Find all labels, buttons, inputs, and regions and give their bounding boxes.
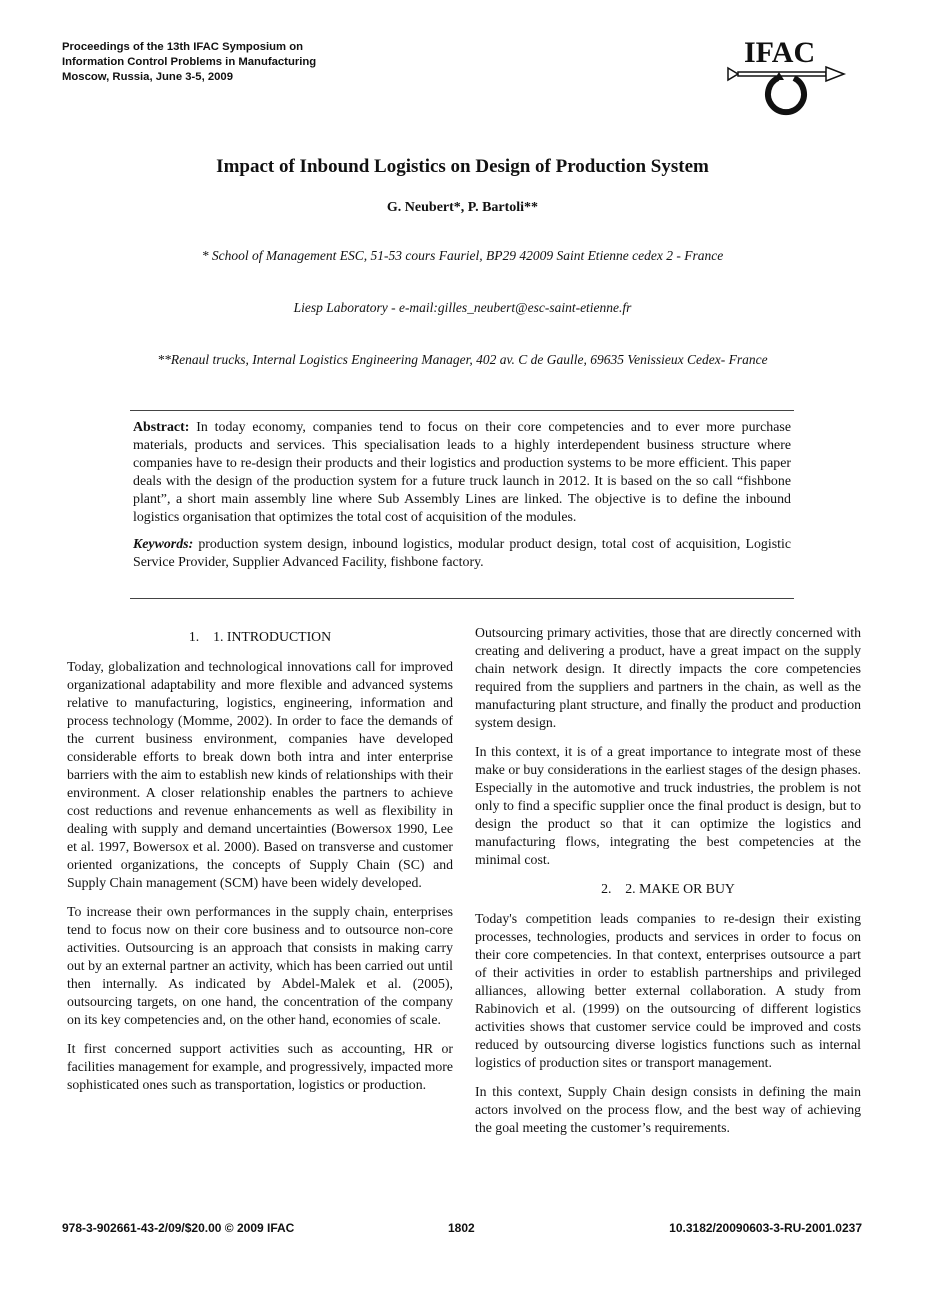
footer-doi: 10.3182/20090603-3-RU-2001.0237 <box>669 1221 862 1235</box>
proceedings-line: Moscow, Russia, June 3-5, 2009 <box>62 71 233 83</box>
abstract-paragraph <box>133 419 791 527</box>
affiliation-2: Liesp Laboratory - e-mail:gilles_neubert@esc-saint-etienne.fr <box>293 300 632 315</box>
section-number: 1. <box>188 629 200 644</box>
affiliation-3: **Renaul trucks, Internal Logistics Engineering Manager, 402 av. C de Gaulle, 69635 Venissieux Cedex- France <box>157 352 768 367</box>
footer-page-number: 1802 <box>448 1221 475 1235</box>
body-paragraph: In this context, Supply Chain design consists in defining the main actors involved on the process flow, and the best way of achieving the goal meeting the customer’s requirements. <box>475 1084 861 1135</box>
section-title: 2. MAKE OR BUY <box>625 881 735 896</box>
body-paragraph: To increase their own performances in the supply chain, enterprises tend to focus now on their core business and to outsource non-core activities. Outsourcing is an approach that consists in making carry out by an external partner an activity, which has been carried out until then internally. As indicated by Abdel-Malek et al. (2005), outsourcing targets, on one hand, the concentration of the company on its key competencies and, on the other hand, economies of scale. <box>67 904 453 1027</box>
abstract-block <box>133 419 791 572</box>
ifac-logo-icon <box>722 34 848 120</box>
affiliation-1: * School of Management ESC, 51-53 cours Fauriel, BP29 42009 Saint Etienne cedex 2 - France <box>201 248 724 263</box>
body-paragraph: Today's competition leads companies to re-design their existing processes, technologies, products and services in order to focus on their core competencies. In that context, enterprises outsource a part of their activities in order to establish partnerships and privileged alliances, allowing better external collaboration. A study from Rabinovich et al. (1999) on the outsourcing of different logistics activities shows that customer service could be improved and costs reduced by outsourcing diverse logistics functions such as internal logistics of production sites or transport management. <box>475 911 861 1070</box>
footer-isbn: 978-3-902661-43-2/09/$20.00 © 2009 IFAC <box>62 1221 295 1235</box>
body-paragraph: In this context, it is of a great importance to integrate most of these make or buy considerations in the earliest stages of the design phases. Especially in the automotive and truck industries, the problem is not only to find a specific supplier once the final product is design, but to design the product so that it can optimize the logistics and manufacturing flows, integrating the best competencies at the minimal cost. <box>475 744 861 867</box>
section-heading-make-or-buy <box>475 880 861 898</box>
keywords-text: production system design, inbound logistics, modular product design, total cost of acquisition, Logistic Service Provider, Supplier Advanced Facility, fishbone factory. <box>133 537 791 570</box>
paper-title: Impact of Inbound Logistics on Design of Production System <box>216 156 709 177</box>
proceedings-line: Information Control Problems in Manufacturing <box>62 56 317 68</box>
proceedings-header <box>62 40 316 85</box>
body-paragraph: It first concerned support activities such as accounting, HR or facilities management for example, and progressively, impacted more sophisticated ones such as transportation, logistics or production. <box>67 1041 453 1092</box>
right-column <box>475 624 861 1137</box>
section-title: 1. INTRODUCTION <box>213 629 332 644</box>
paper-authors: G. Neubert*, P. Bartoli** <box>386 200 539 215</box>
left-column <box>67 628 453 1094</box>
body-paragraph: Today, globalization and technological innovations call for improved organizational adaptability and more flexible and advanced systems relative to manufacturing, logistics, engineering, information and process technology (Momme, 2002). In order to face the demands of the current business environment, companies have developed considerable efforts to break down both intra and inter enterprise barriers with the aim to establish new kinds of relationships with their environment. A closer relationship enables the partners to achieve cost reductions and revenue enhancements as well as flexibility in dealing with supply and demand uncertainties (Bowersox 1990, Lee et al. 1997, Bowersox et al. 2000). Based on transverse and customer oriented organizations, the concepts of Supply Chain (SC) and Supply Chain management (SCM) have been widely developed. <box>67 659 453 890</box>
keywords-paragraph <box>133 536 791 572</box>
abstract-bottom-rule <box>130 598 794 599</box>
body-paragraph: Outsourcing primary activities, those that are directly concerned with creating and delivering a product, have a great impact on the supply chain network design. It directly impacts the core competencies required from the suppliers and partners in the chain, as well as the manufacturing plant structure, and finally the product and production system design. <box>475 625 861 730</box>
keywords-label: Keywords: <box>133 537 194 552</box>
abstract-top-rule <box>130 410 794 411</box>
abstract-label: Abstract: <box>133 420 190 435</box>
section-number: 2. <box>601 881 612 896</box>
logo-text: IFAC <box>744 36 816 69</box>
abstract-text: In today economy, companies tend to focus on their core competencies and to ever more purchase materials, products and services. This specialisation leads to a highly interdependent business structure where companies have to re-design their products and their logistics and production systems to be more efficient. This paper deals with the design of the production system for a future truck launch in 2012. It is based on the so call “fishbone plant”, a short main assembly line where Sub Assembly Lines are linked. The objective is to define the inbound logistics organisation that optimizes the total cost of acquisition of the modules. <box>133 420 791 525</box>
proceedings-line: Proceedings of the 13th IFAC Symposium on <box>62 41 304 53</box>
ifac-logo <box>722 34 848 120</box>
section-heading-introduction <box>67 628 453 646</box>
